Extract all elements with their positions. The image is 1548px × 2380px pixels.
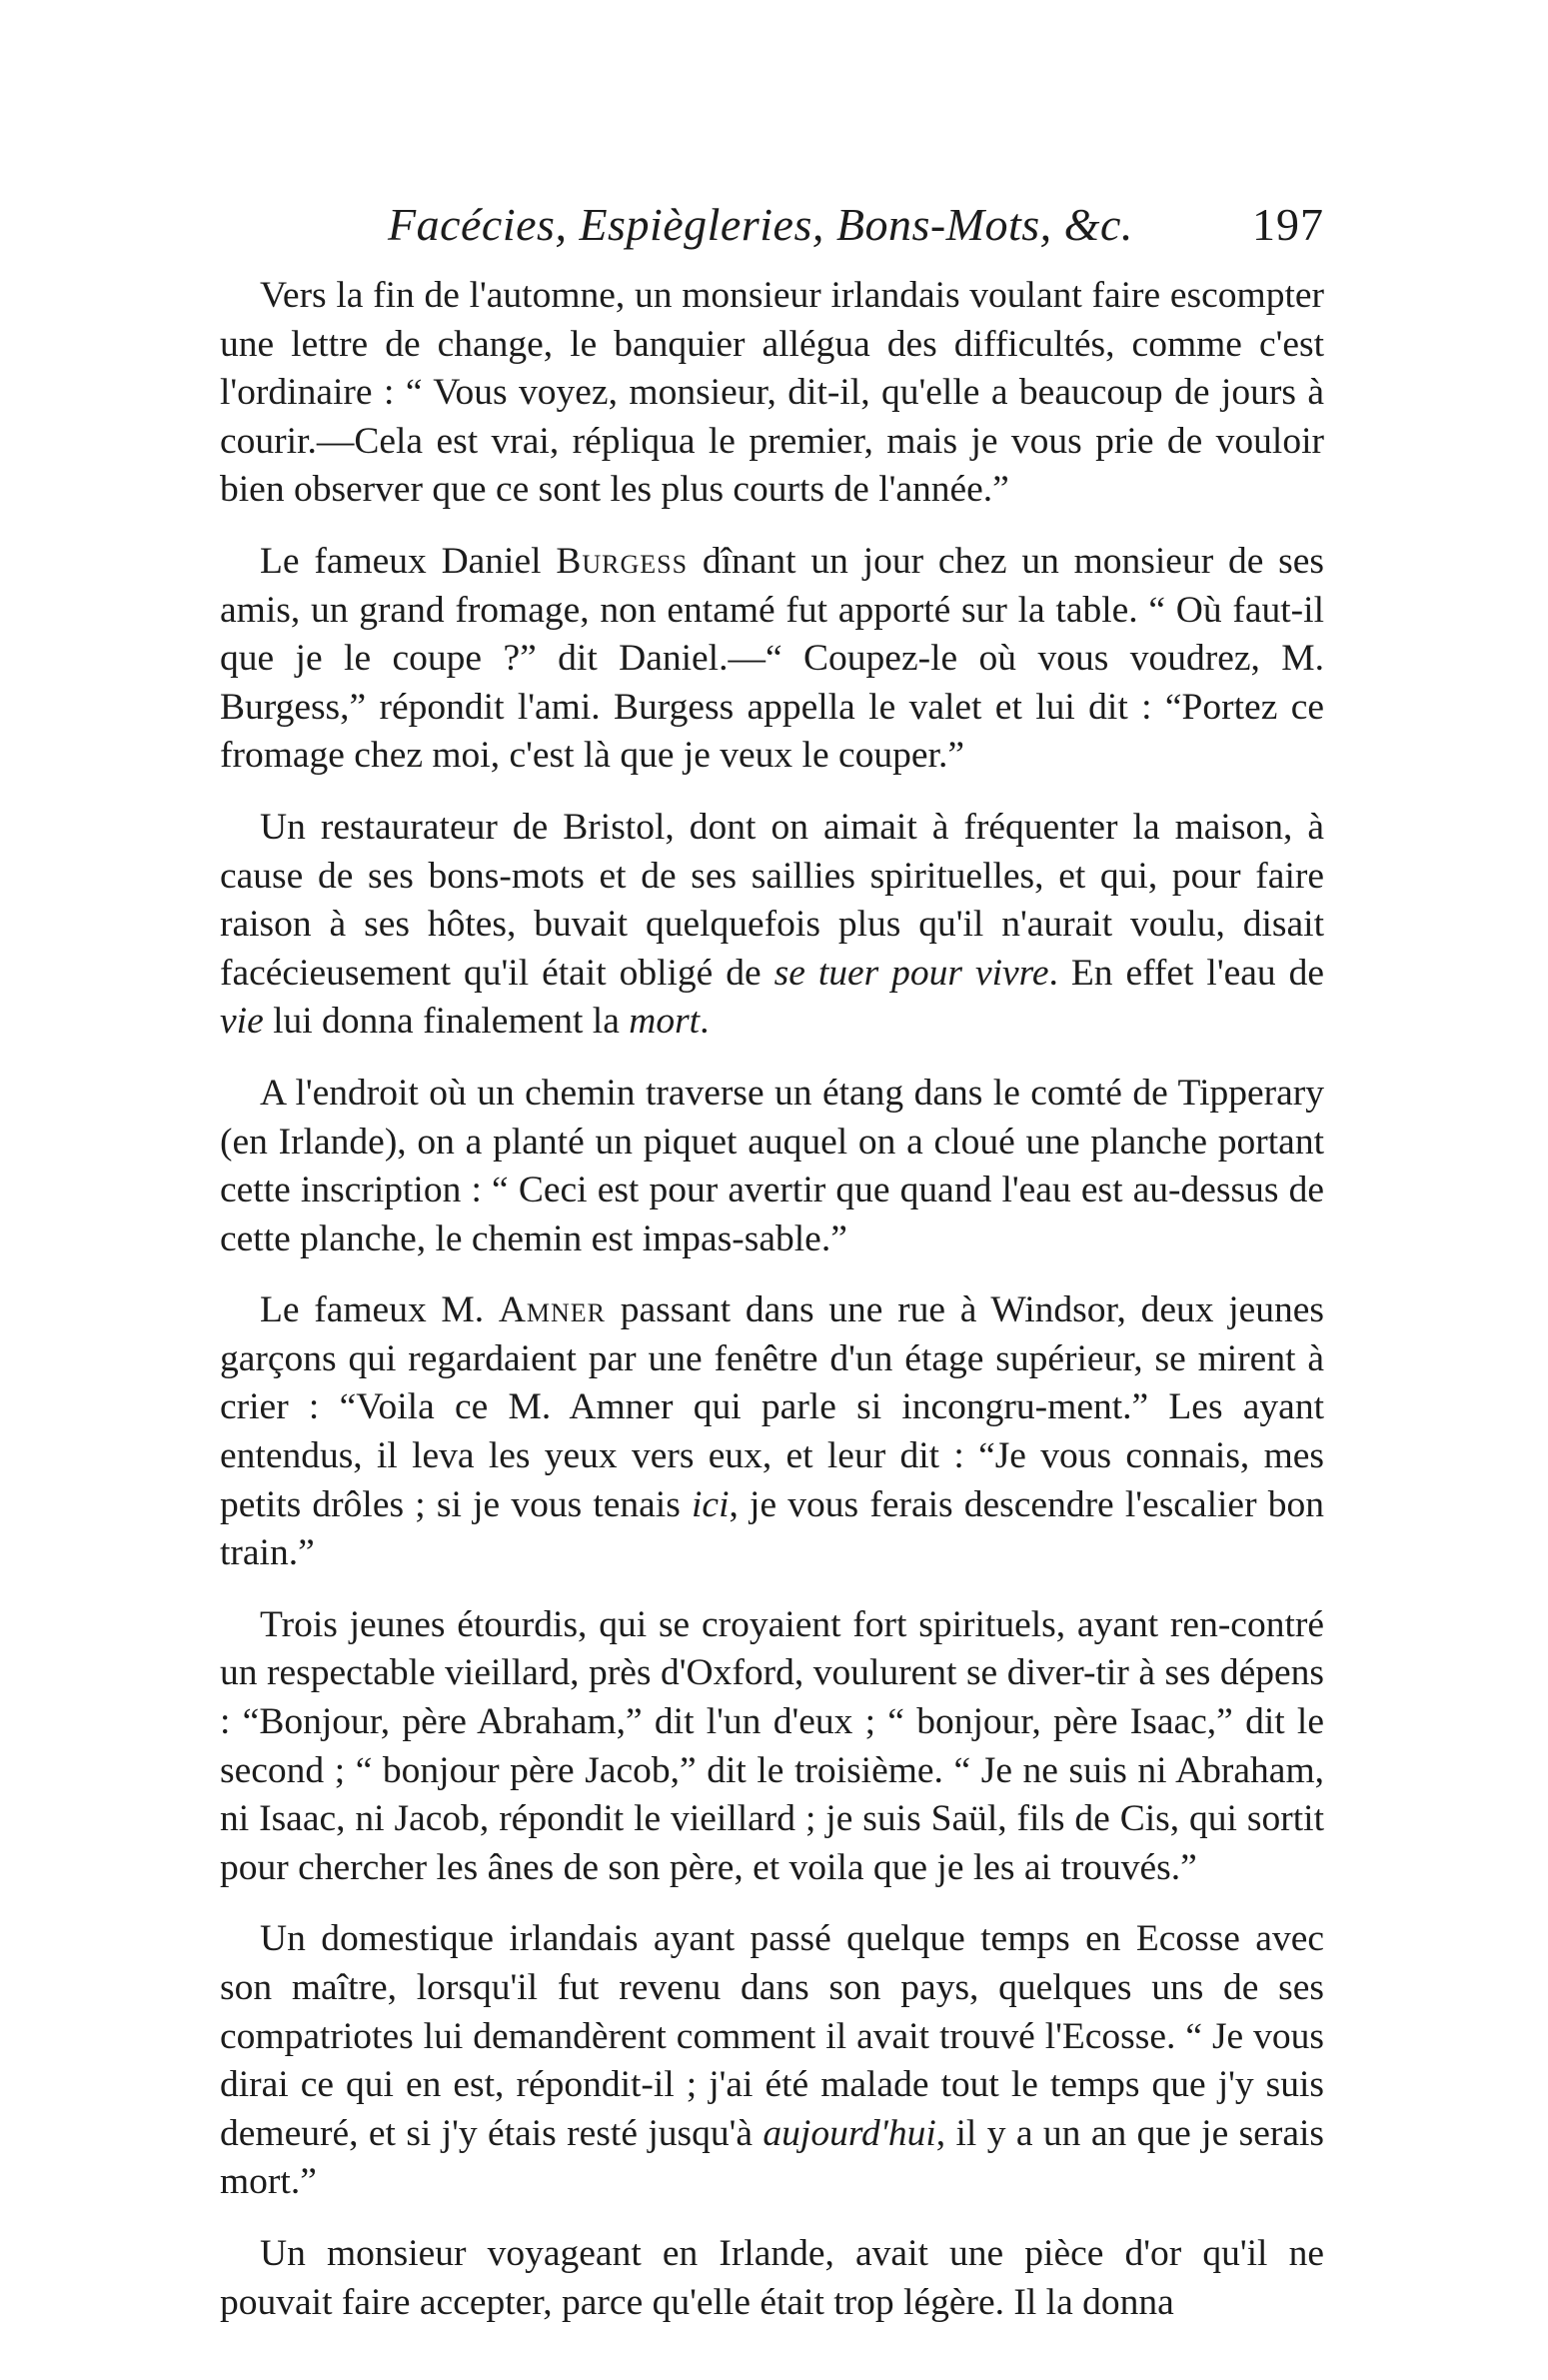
paragraph-text: Le fameux Daniel — [260, 540, 557, 582]
paragraph-text: passant dans une rue à Windsor, deux jeunes garçons qui regardaient par une fenêtre d'un étage supérieur, se mirent à crier : “Voila ce M. Amner qui parle si incongru-ment.” Les ayant entendus, il leva les yeux vers eux, et leur dit : “Je vous connais, mes petits drôles ; si je vous tenais — [220, 1289, 1324, 1525]
paragraph-irish-servant — [220, 1915, 1324, 2207]
paragraph-text: Un monsieur voyageant en Irlande, avait une pièce d'or qu'il ne pouvait faire accepter, parce qu'elle était trop légère. Il la donna — [220, 2232, 1324, 2323]
paragraph-text: . — [700, 1001, 710, 1043]
body-text — [220, 272, 1324, 2327]
paragraph-text: , je vous ferais descendre l'escalier bon train.” — [220, 1483, 1324, 1574]
paragraph-text: , il y a un an que je serais mort.” — [220, 2112, 1324, 2203]
paragraph-tipperary-sign — [220, 1070, 1324, 1263]
paragraph-burgess-cheese — [220, 538, 1324, 781]
italic-phrase: aujourd'hui — [763, 2112, 936, 2154]
paragraph-three-youths — [220, 1601, 1324, 1893]
paragraph-text: Vers la fin de l'automne, un monsieur irlandais voulant faire escompter une lettre de change, le banquier allégua des difficultés, comme c'est l'ordinaire : “ Vous voyez, monsieur, dit-il, qu'elle a beaucoup de jours à courir.—Cela est vrai, répliqua le premier, mais je vous prie de vouloir bien observer que ce sont les plus courts de l'année.” — [220, 275, 1324, 511]
paragraph-amner-windsor — [220, 1286, 1324, 1578]
paragraph-autumn-bill — [220, 272, 1324, 515]
page-number: 197 — [1252, 199, 1324, 250]
book-page — [220, 188, 1324, 2327]
person-name: Burgess — [556, 540, 689, 582]
paragraph-text: Un restaurateur de Bristol, dont on aimait à fréquenter la maison, à cause de ses bons-mots et de ses saillies spirituelles, et qui, pour faire raison à ses hôtes, buvait quelquefois plus qu'il n'aurait voulu, disait facécieusement qu'il était obligé de — [220, 806, 1324, 994]
italic-phrase: mort — [629, 1001, 701, 1043]
running-title: Facécies, Espiègleries, Bons-Mots, &c. — [388, 199, 1133, 250]
running-header — [220, 188, 1324, 262]
italic-phrase: vie — [220, 1001, 264, 1043]
paragraph-text: A l'endroit où un chemin traverse un étang dans le comté de Tipperary (en Irlande), on a planté un piquet auquel on a cloué une planche portant cette inscription : “ Ceci est pour avertir que quand l'eau est au-dessus de cette planche, le chemin est impas-sable.” — [220, 1072, 1324, 1259]
paragraph-gold-coin — [220, 2230, 1324, 2327]
italic-phrase: se tuer pour vivre — [774, 952, 1049, 994]
italic-phrase: ici — [692, 1483, 730, 1525]
paragraph-text: Le fameux M. — [260, 1289, 499, 1331]
paragraph-text: lui donna finalement la — [263, 1001, 630, 1043]
paragraph-text: dînant un jour chez un monsieur de ses amis, un grand fromage, non entamé fut apporté sur la table. “ Où faut-il que je le coupe ?” dit Daniel.—“ Coupez-le où vous voudrez, M. Burgess,” répondit l'ami. Burgess appella le valet et lui dit : “Portez ce fromage chez moi, c'est là que je veux le couper.” — [220, 540, 1324, 777]
paragraph-text: . En effet l'eau de — [1048, 952, 1324, 994]
paragraph-text: Un domestique irlandais ayant passé quelque temps en Ecosse avec son maître, lorsqu'il fut revenu dans son pays, quelques uns de ses compatriotes lui demandèrent comment il avait trouvé l'Ecosse. “ Je vous dirai ce qui en est, répondit-il ; j'ai été malade tout le temps que j'y suis demeuré, et si j'y étais resté jusqu'à — [220, 1918, 1324, 2154]
paragraph-bristol-innkeeper — [220, 804, 1324, 1047]
paragraph-text: Trois jeunes étourdis, qui se croyaient fort spirituels, ayant ren-contré un respectable vieillard, près d'Oxford, voulurent se diver-tir à ses dépens : “Bonjour, père Abraham,” dit l'un d'eux ; “ bonjour, père Isaac,” dit le second ; “ bonjour père Jacob,” dit le troisième. “ Je ne suis ni Abraham, ni Isaac, ni Jacob, répondit le vieillard ; je suis Saül, fils de Cis, qui sortit pour chercher les ânes de son père, et voila que je les ai trouvés.” — [220, 1603, 1324, 1888]
person-name: Amner — [498, 1289, 607, 1331]
